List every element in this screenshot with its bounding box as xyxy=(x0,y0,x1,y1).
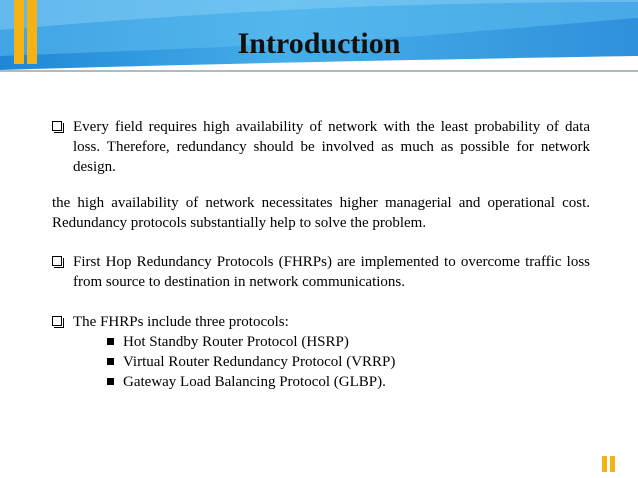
protocol-list-item xyxy=(48,332,590,352)
slide-body-3 xyxy=(48,312,590,392)
square-bullet-icon xyxy=(107,378,114,385)
accent-bar xyxy=(610,456,615,472)
header-banner xyxy=(0,0,638,74)
accent-bar xyxy=(27,0,37,64)
paragraph-text: The FHRPs include three protocols: xyxy=(73,314,289,330)
accent-bar xyxy=(602,456,607,472)
protocol-name: Hot Standby Router Protocol (HSRP) xyxy=(123,334,349,350)
protocol-name: Virtual Router Redundancy Protocol (VRRP) xyxy=(123,354,396,370)
slide-body-2 xyxy=(48,252,590,292)
slide-body xyxy=(48,117,590,177)
checkbox-bullet-icon xyxy=(52,316,62,326)
bullet-paragraph xyxy=(48,117,590,177)
checkbox-bullet-icon xyxy=(52,121,62,131)
paragraph-text: Every field requires high availability of network with the least probability of data loss. Therefore, redundancy should be involved as much as possible for network design. xyxy=(73,119,590,175)
checkbox-bullet-icon xyxy=(52,256,62,266)
accent-bar xyxy=(14,0,24,64)
paragraph-text: First Hop Redundancy Protocols (FHRPs) are implemented to overcome traffic loss from source to destination in network communications. xyxy=(73,254,590,290)
bullet-paragraph xyxy=(48,252,590,292)
slide-title: Introduction xyxy=(237,27,401,60)
protocol-list-item xyxy=(48,372,590,392)
plain-paragraph: the high availability of network necessitates higher managerial and operational cost. Redundancy protocols substantially help to solve the problem. xyxy=(52,195,590,231)
square-bullet-icon xyxy=(107,338,114,345)
bullet-paragraph xyxy=(48,312,590,332)
protocol-name: Gateway Load Balancing Protocol (GLBP). xyxy=(123,374,386,390)
protocol-list-item xyxy=(48,352,590,372)
square-bullet-icon xyxy=(107,358,114,365)
